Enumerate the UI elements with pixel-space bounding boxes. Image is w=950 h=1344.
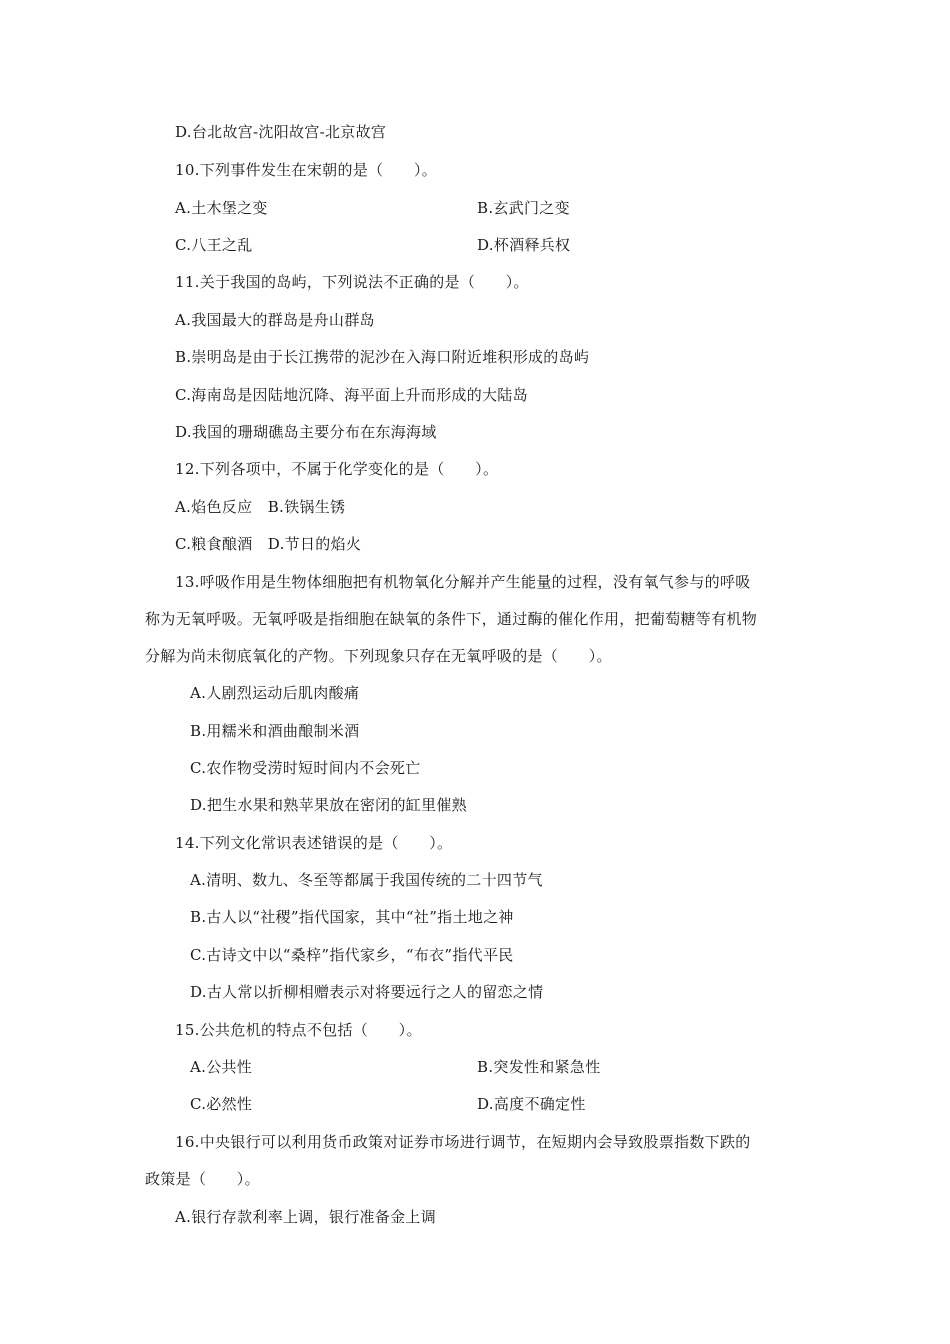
- q10-option-c: C.八王之乱: [175, 236, 253, 254]
- question-13-line-1: 13.呼吸作用是生物体细胞把有机物氧化分解并产生能量的过程，没有氧气参与的呼吸: [175, 573, 751, 591]
- q13-option-b: B.用糯米和酒曲酿制米酒: [190, 722, 360, 740]
- q11-option-b: B.崇明岛是由于长江携带的泥沙在入海口附近堆积形成的岛屿: [175, 348, 590, 366]
- q15-option-d: D.高度不确定性: [477, 1095, 586, 1113]
- q11-option-c: C.海南岛是因陆地沉降、海平面上升而形成的大陆岛: [175, 386, 528, 404]
- question-11: 11.关于我国的岛屿，下列说法不正确的是（ ）。: [175, 273, 529, 291]
- question-12: 12.下列各项中，不属于化学变化的是（ ）。: [175, 460, 499, 478]
- question-13-line-3: 分解为尚未彻底氧化的产物。下列现象只存在无氧呼吸的是（ ）。: [145, 647, 612, 665]
- question-16-line-1: 16.中央银行可以利用货币政策对证券市场进行调节，在短期内会导致股票指数下跌的: [175, 1133, 751, 1151]
- question-10: 10.下列事件发生在宋朝的是（ ）。: [175, 161, 438, 179]
- q13-option-d: D.把生水果和熟苹果放在密闭的缸里催熟: [190, 796, 467, 814]
- q9-option-d: D.台北故宫-沈阳故宫-北京故宫: [175, 123, 387, 141]
- q12-options-cd: C.粮食酿酒 D.节日的焰火: [175, 535, 362, 553]
- q10-option-b: B.玄武门之变: [477, 199, 570, 217]
- question-15: 15.公共危机的特点不包括（ ）。: [175, 1021, 422, 1039]
- q15-option-b: B.突发性和紧急性: [477, 1058, 601, 1076]
- question-13-line-2: 称为无氧呼吸。无氧呼吸是指细胞在缺氧的条件下，通过酶的催化作用，把葡萄糖等有机物: [145, 610, 758, 628]
- q16-option-a: A.银行存款利率上调，银行准备金上调: [175, 1208, 437, 1226]
- q14-option-b: B.古人以“社稷”指代国家，其中“社”指土地之神: [190, 908, 514, 926]
- q14-option-d: D.古人常以折柳相赠表示对将要远行之人的留恋之情: [190, 983, 544, 1001]
- q12-options-ab: A.焰色反应 B.铁锅生锈: [175, 498, 346, 516]
- q10-option-a: A.土木堡之变: [175, 199, 268, 217]
- q14-option-a: A.清明、数九、冬至等都属于我国传统的二十四节气: [190, 871, 543, 889]
- q11-option-a: A.我国最大的群岛是舟山群岛: [175, 311, 375, 329]
- q11-option-d: D.我国的珊瑚礁岛主要分布在东海海域: [175, 423, 437, 441]
- q14-option-c: C.古诗文中以“桑梓”指代家乡，“布衣”指代平民: [190, 946, 514, 964]
- q15-option-c: C.必然性: [190, 1095, 253, 1113]
- question-16-line-2: 政策是（ ）。: [145, 1170, 260, 1188]
- q13-option-a: A.人剧烈运动后肌肉酸痛: [190, 684, 360, 702]
- q13-option-c: C.农作物受涝时短时间内不会死亡: [190, 759, 421, 777]
- q10-option-d: D.杯酒释兵权: [477, 236, 571, 254]
- q15-option-a: A.公共性: [190, 1058, 253, 1076]
- question-14: 14.下列文化常识表述错误的是（ ）。: [175, 834, 453, 852]
